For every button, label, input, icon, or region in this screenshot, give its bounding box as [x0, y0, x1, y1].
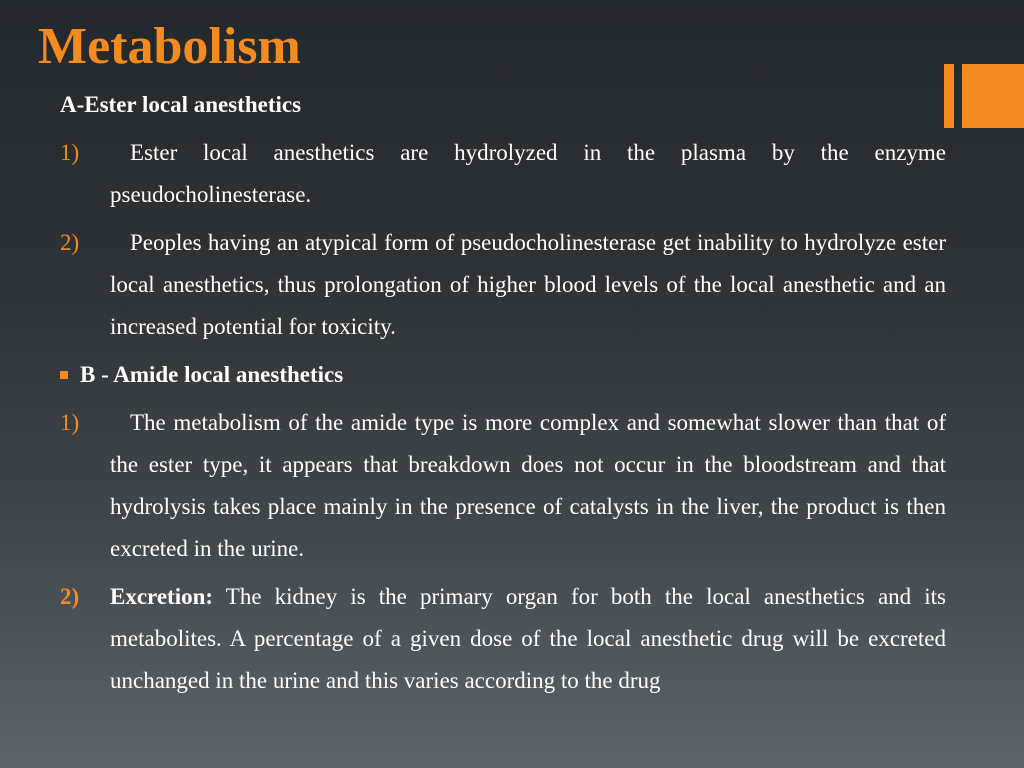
slide-title: Metabolism: [38, 18, 301, 75]
list-number: 1): [60, 410, 80, 435]
section-b-heading-text: B - Amide local anesthetics: [80, 362, 344, 387]
accent-bar-wide: [962, 64, 1024, 128]
list-item: [60, 132, 946, 216]
list-number: 2): [60, 584, 80, 609]
list-item: [60, 402, 946, 570]
list-text: Peoples having an atypical form of pseudocholinesterase get inability to hydrolyze ester local anesthetics, thus prolongation of higher blood levels of the local anesthetic and an increased potential for toxicity.: [110, 230, 946, 339]
excretion-term: Excretion:: [110, 584, 214, 609]
section-a-heading: A-Ester local anesthetics: [60, 92, 302, 117]
list-text: The metabolism of the amide type is more complex and somewhat slower than that of the ester type, it appears that breakdown does not occur in the bloodstream and that hydrolysis takes place mainly in the presence of catalysts in the liver, the product is then excreted in the urine.: [110, 410, 946, 561]
list-item: [60, 576, 946, 702]
list-text: Ester local anesthetics are hydrolyzed in the plasma by the enzyme pseudocholinesterase.: [110, 140, 946, 207]
section-b-heading: [60, 354, 946, 396]
list-item: [60, 222, 946, 348]
slide-body: [60, 84, 946, 702]
list-text: [110, 576, 946, 702]
excretion-text: The kidney is the primary organ for both the local anesthetics and its metabolites. A percentage of a given dose of the local anesthetic drug will be excreted unchanged in the urine and this varies according to the drug: [110, 584, 946, 693]
list-number: 2): [60, 230, 80, 255]
square-bullet-icon: [60, 371, 68, 379]
list-number: 1): [60, 140, 80, 165]
